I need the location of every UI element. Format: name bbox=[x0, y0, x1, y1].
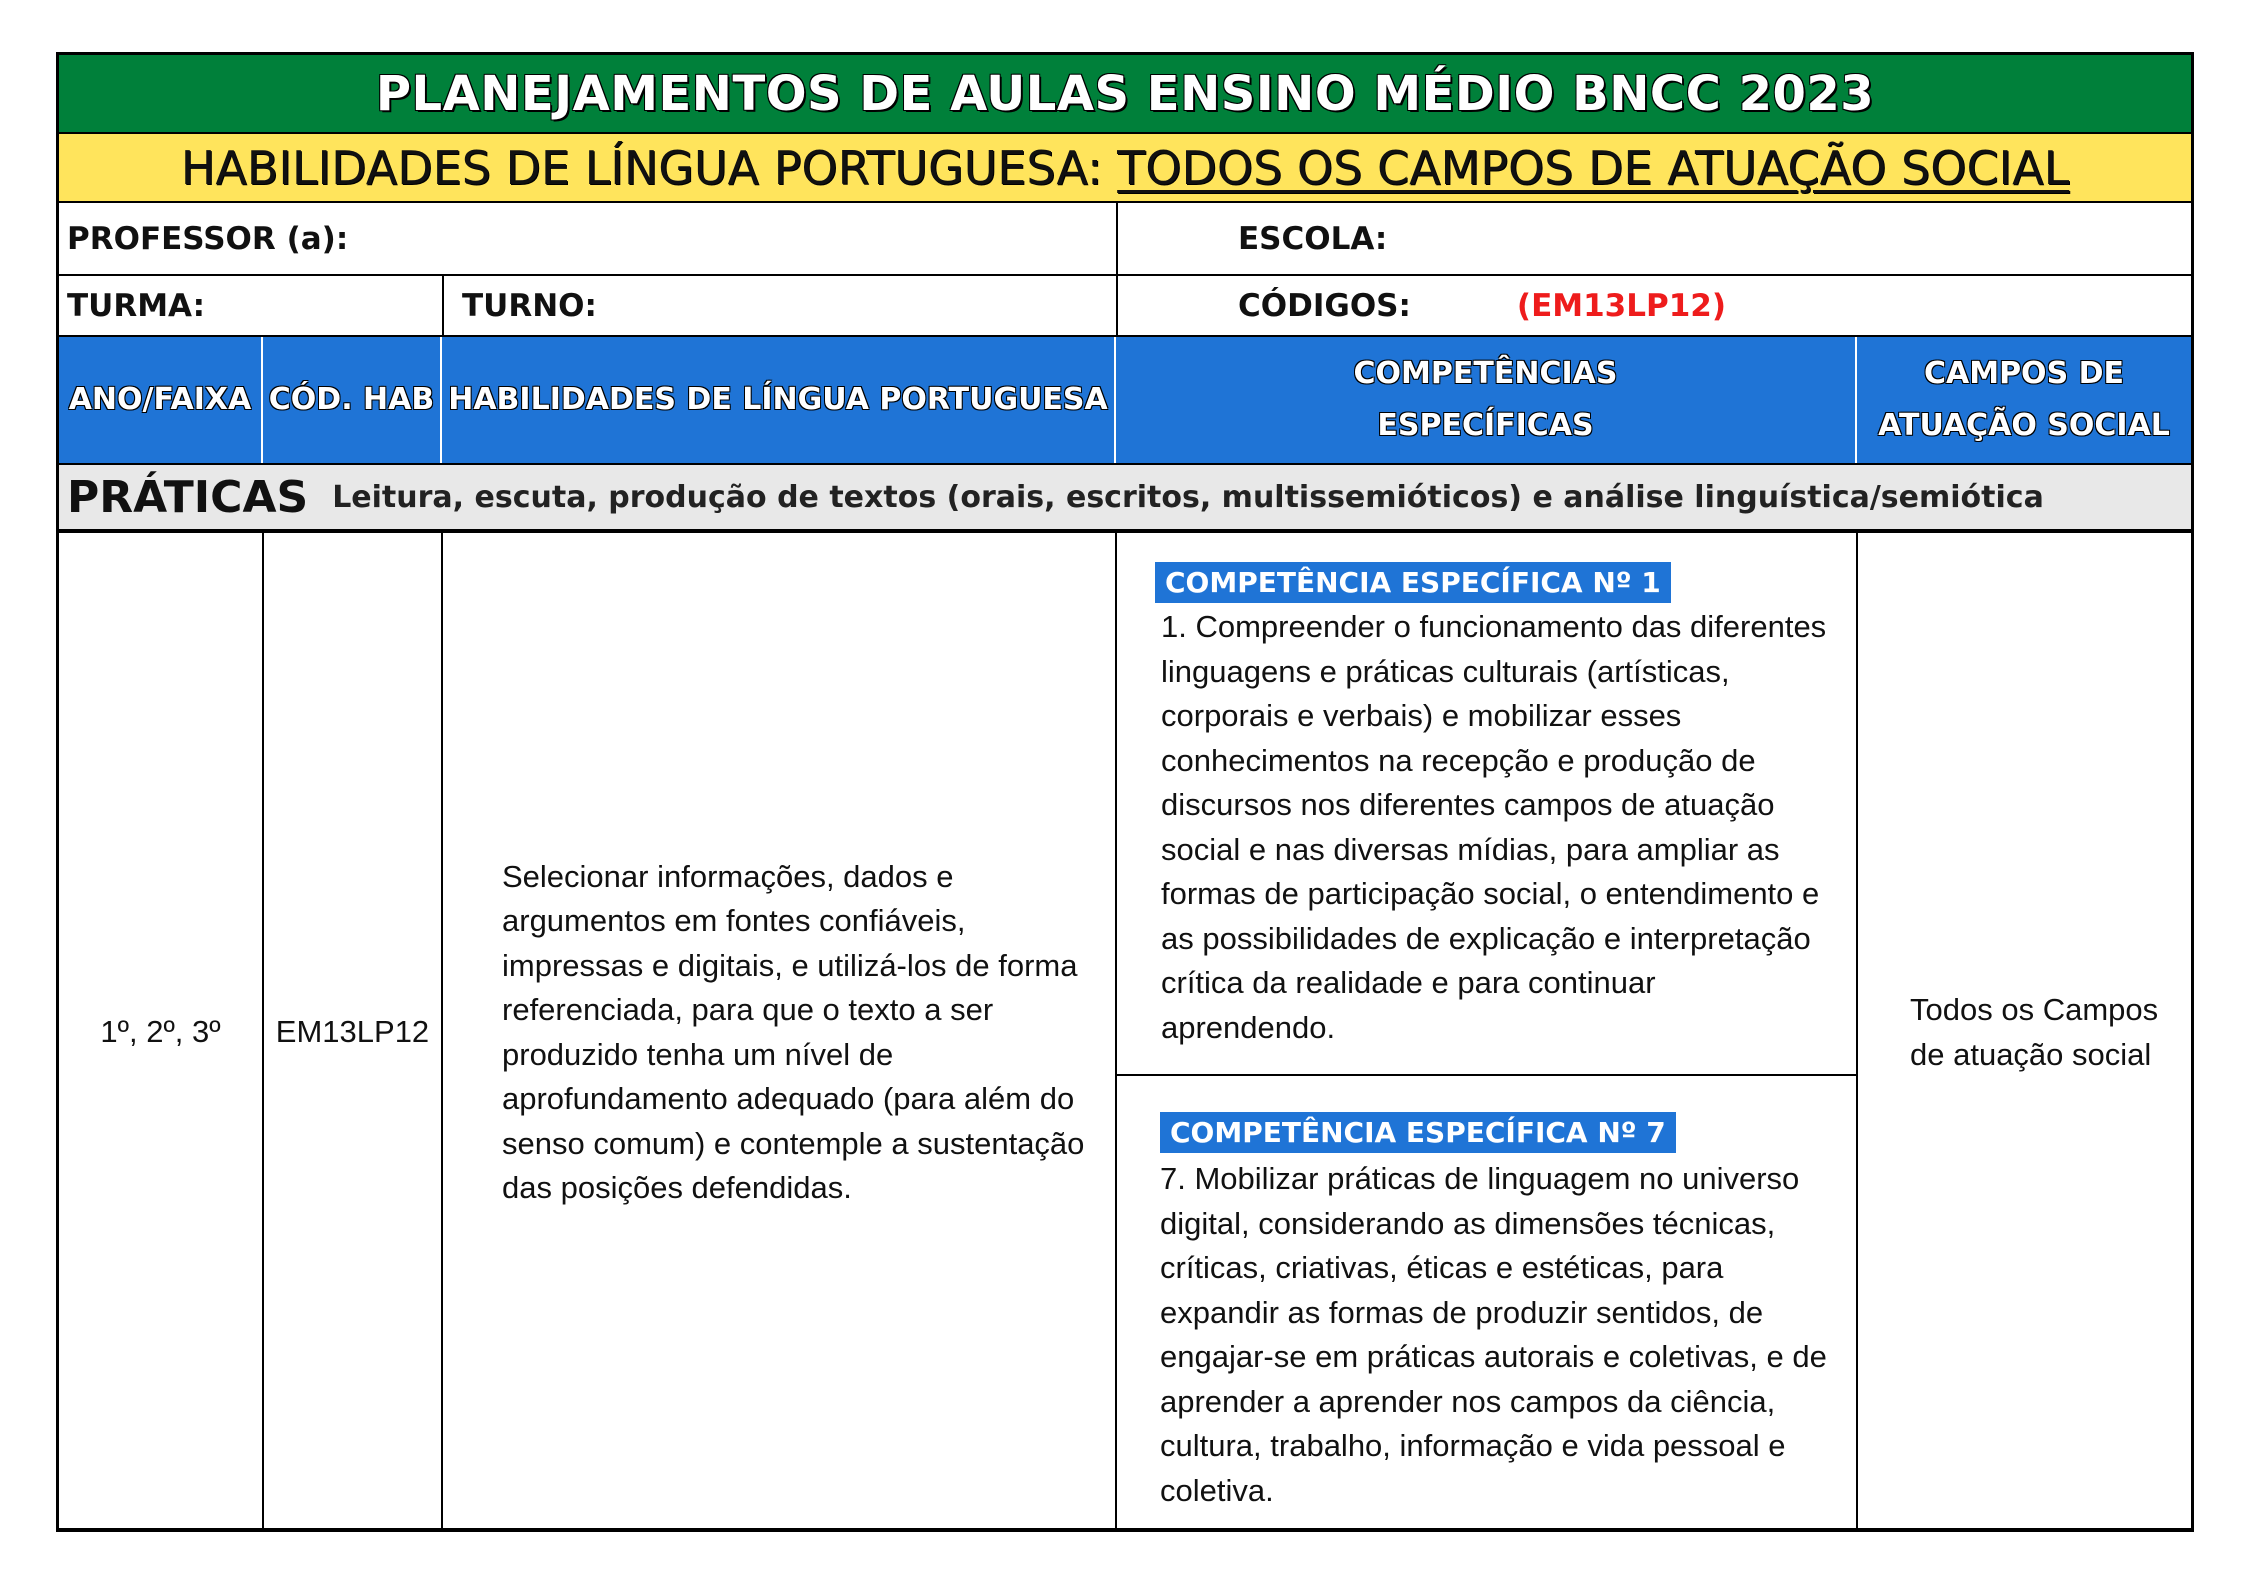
subtitle-underlined: TODOS OS CAMPOS DE ATUAÇÃO SOCIAL bbox=[1117, 140, 2070, 195]
column-header-habilidades-label: HABILIDADES DE LÍNGUA PORTUGUESA bbox=[448, 382, 1108, 417]
turno-label: TURNO: bbox=[462, 287, 597, 324]
column-header-cod bbox=[263, 337, 442, 463]
cod-value: EM13LP12 bbox=[275, 1014, 430, 1050]
competencia-7 bbox=[1160, 1112, 1840, 1513]
column-header-ano-label: ANO/FAIXA bbox=[68, 382, 252, 417]
column-divider bbox=[441, 533, 443, 1532]
practices-row bbox=[56, 463, 2194, 533]
codigos-label: CÓDIGOS: bbox=[1238, 287, 1411, 324]
column-header-habilidades bbox=[442, 337, 1116, 463]
professor-label: PROFESSOR (a): bbox=[67, 220, 349, 257]
escola-label: ESCOLA: bbox=[1238, 220, 1388, 257]
competencia-1 bbox=[1155, 562, 1835, 1050]
cell-ano bbox=[59, 533, 262, 1532]
professor-field[interactable] bbox=[56, 203, 1118, 276]
ano-value: 1º, 2º, 3º bbox=[100, 1014, 221, 1050]
column-header-competencias-line2: ESPECÍFICAS bbox=[1377, 408, 1594, 443]
column-header-competencias-line1: COMPETÊNCIAS bbox=[1353, 356, 1618, 391]
turma-field[interactable] bbox=[56, 276, 444, 337]
column-header-ano bbox=[56, 337, 263, 463]
column-header-competencias bbox=[1116, 337, 1857, 463]
turma-label: TURMA: bbox=[67, 287, 206, 324]
campos-text: Todos os Campos de atuação social bbox=[1910, 992, 2159, 1072]
column-header-cod-label: CÓD. HAB bbox=[268, 382, 435, 417]
escola-field[interactable] bbox=[1116, 203, 2194, 276]
competencia-1-text: 1. Compreender o funcionamento das diferentes linguagens e práticas culturais (artísticas, corporais e verbais) e mobilizar esses conhecimentos na recepção e produção de discursos nos diferentes campos de atuação social e nas diversas mídias, para ampliar as formas de participação social, o entendimento e as possibilidades de explicação e interpretação crítica da realidade e para continuar aprendendo. bbox=[1161, 609, 1827, 1045]
turno-field[interactable] bbox=[442, 276, 1118, 337]
practices-label: PRÁTICAS bbox=[67, 471, 309, 523]
codigos-field bbox=[1116, 276, 2194, 337]
practices-text: Leitura, escuta, produção de textos (orais, escritos, multissemióticos) e análise linguística/semiótica bbox=[332, 479, 2044, 515]
cell-habilidade bbox=[502, 533, 1102, 1532]
subtitle-prefix: HABILIDADES DE LÍNGUA PORTUGUESA: bbox=[180, 140, 1118, 195]
document-title-bar bbox=[56, 52, 2194, 134]
competencia-1-badge: COMPETÊNCIA ESPECÍFICA Nº 1 bbox=[1155, 562, 1671, 603]
column-header-campos-line2: ATUAÇÃO SOCIAL bbox=[1878, 408, 2170, 443]
cell-cod bbox=[264, 533, 441, 1532]
habilidade-text: Selecionar informações, dados e argumentos em fontes confiáveis, impressas e digitais, e utilizá-los de forma referenciada, para que o texto a ser produzido tenha um nível de aprofundamento adequado (para além do senso comum) e contemple a sustentação das posições defendidas. bbox=[502, 858, 1085, 1205]
document-title: PLANEJAMENTOS DE AULAS ENSINO MÉDIO BNCC 2023 bbox=[375, 65, 1875, 122]
column-divider bbox=[1115, 533, 1117, 1532]
subtitle-bar bbox=[56, 134, 2194, 203]
codigos-value: (EM13LP12) bbox=[1516, 287, 1727, 324]
column-divider bbox=[1856, 533, 1858, 1532]
competencia-7-badge: COMPETÊNCIA ESPECÍFICA Nº 7 bbox=[1160, 1112, 1676, 1153]
column-header-campos bbox=[1857, 337, 2194, 463]
competencia-7-text: 7. Mobilizar práticas de linguagem no universo digital, considerando as dimensões técnicas, críticas, criativas, éticas e estéticas, para expandir as formas de produzir sentidos, de engajar-se em práticas autorais e coletivas, e de aprender a aprender nos campos da ciência, cultura, trabalho, informação e vida pessoal e coletiva. bbox=[1160, 1161, 1827, 1508]
competencia-divider bbox=[1116, 1074, 1857, 1076]
column-header-campos-line1: CAMPOS DE bbox=[1923, 356, 2125, 391]
cell-campos bbox=[1910, 533, 2160, 1532]
